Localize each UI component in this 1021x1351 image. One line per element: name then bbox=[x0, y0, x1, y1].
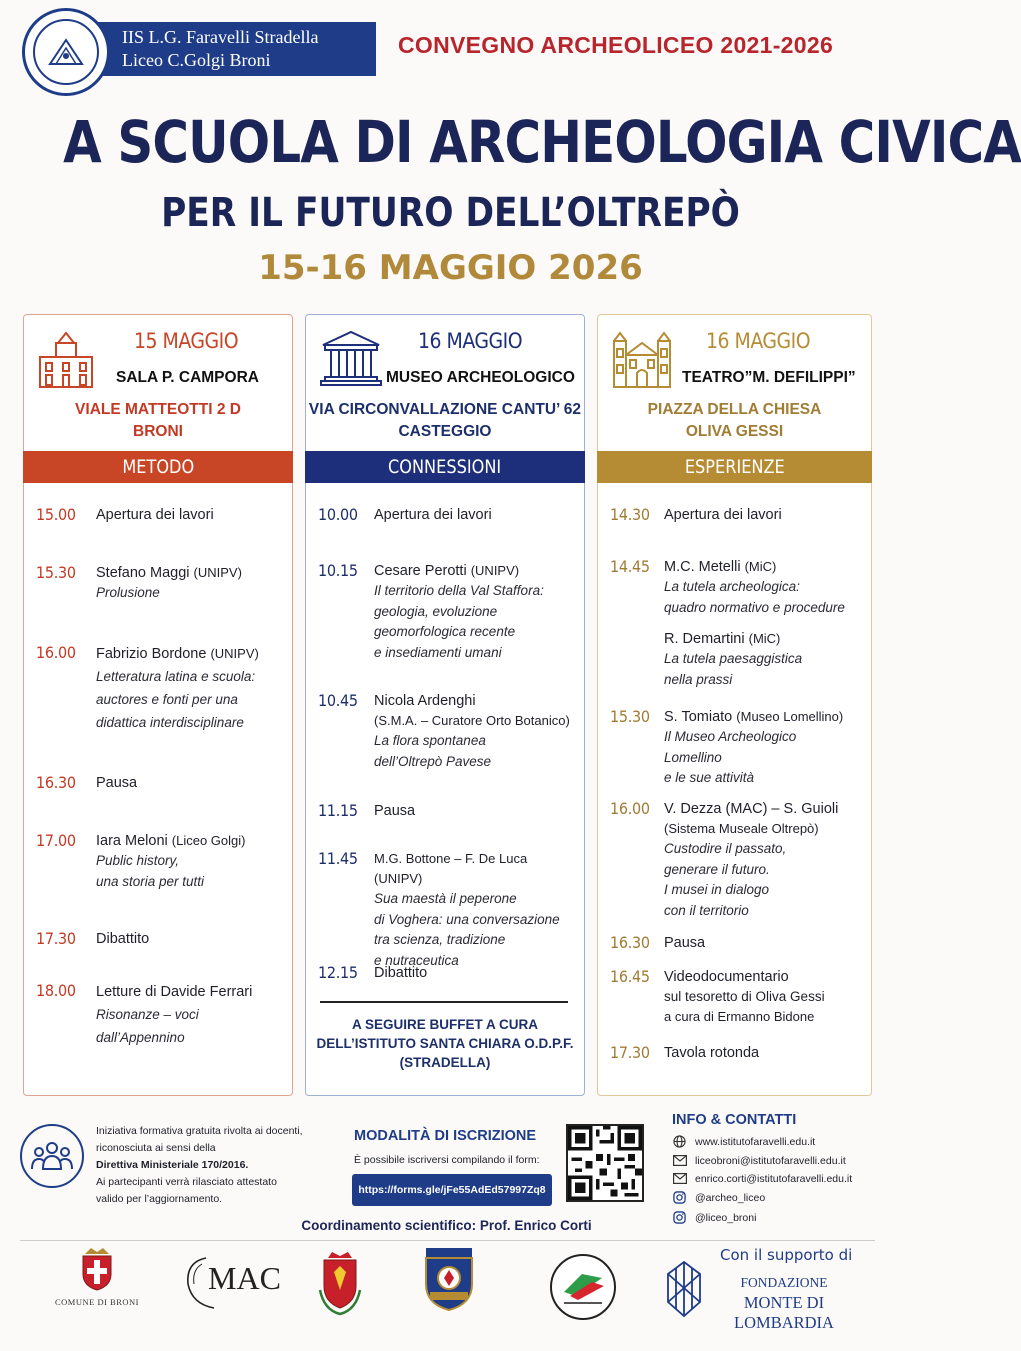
instagram-icon bbox=[672, 1190, 687, 1205]
fondazione-line-1: FONDAZIONE bbox=[740, 1275, 828, 1290]
column-date: 16 MAGGIO bbox=[418, 329, 523, 353]
contact-text[interactable]: liceobroni@istitutofaravelli.edu.it bbox=[695, 1154, 846, 1167]
contact-text[interactable]: @archeo_liceo bbox=[695, 1191, 766, 1204]
slot-description: Lomellino bbox=[664, 749, 722, 765]
logo-casteggio-crest bbox=[316, 1250, 364, 1316]
logo-mac-text: MAC bbox=[208, 1260, 281, 1296]
slot-description: auctores e fonti per una bbox=[96, 692, 238, 707]
slot-time: 11.45 bbox=[318, 849, 358, 868]
slot-description: Public history, bbox=[96, 853, 180, 868]
slot-description: generare il futuro. bbox=[664, 861, 770, 877]
mail-icon bbox=[672, 1171, 687, 1186]
slot-title: Apertura dei lavori bbox=[664, 507, 782, 523]
buffet-line: A SEGUIRE BUFFET A CURA bbox=[351, 1017, 538, 1032]
contact-website[interactable] bbox=[672, 1134, 815, 1149]
column-date: 15 MAGGIO bbox=[134, 329, 239, 353]
slot-title: Tavola rotonda bbox=[664, 1045, 760, 1061]
globe-icon bbox=[672, 1134, 687, 1149]
slot-description: Prolusione bbox=[96, 585, 160, 600]
slot-time: 16.30 bbox=[610, 933, 650, 952]
museum-icon bbox=[320, 329, 382, 387]
slot-description: La tutela paesaggistica bbox=[664, 651, 803, 666]
slot-time: 16.30 bbox=[36, 773, 76, 792]
mail-icon bbox=[672, 1153, 687, 1168]
slot-affiliation: (Sistema Museale Oltrepò) bbox=[664, 821, 819, 836]
slot-affiliation: (S.M.A. – Curatore Orto Botanico) bbox=[374, 713, 570, 728]
address-line-2: BRONI bbox=[133, 423, 183, 440]
initiative-line: valido per l’aggiornamento. bbox=[96, 1193, 223, 1205]
slot-description: Letteratura latina e scuola: bbox=[96, 669, 256, 684]
slot-title: Apertura dei lavori bbox=[374, 507, 492, 523]
slot-time: 18.00 bbox=[36, 981, 76, 1000]
initiative-note bbox=[96, 1123, 336, 1208]
slot-description: dell’Oltrepò Pavese bbox=[374, 753, 492, 769]
initiative-line: Direttiva Ministeriale 170/2016. bbox=[96, 1159, 249, 1171]
column-theme-bar bbox=[305, 451, 585, 483]
slot-description: e nutraceutica bbox=[374, 952, 459, 968]
slot-title: Nicola Ardenghi bbox=[374, 693, 476, 709]
contact-email[interactable] bbox=[672, 1171, 852, 1186]
town-hall-icon bbox=[36, 329, 96, 391]
info-contacts-title: INFO & CONTATTI bbox=[672, 1112, 797, 1128]
slot-time: 14.45 bbox=[610, 557, 650, 576]
address-line-1: VIA CIRCONVALLAZIONE CANTU’ 62 bbox=[308, 401, 582, 418]
slot-description: e insediamenti umani bbox=[374, 644, 502, 660]
slot-description: nella prassi bbox=[664, 671, 733, 687]
slot-title: M.G. Bottone – F. De Luca bbox=[374, 851, 528, 866]
slot-title: M.C. Metelli bbox=[664, 559, 741, 575]
slot-title: Dibattito bbox=[96, 931, 150, 947]
slot-description: Risonanze – voci bbox=[96, 1007, 199, 1022]
slot-time: 15.30 bbox=[610, 707, 650, 726]
people-group-icon bbox=[20, 1124, 84, 1188]
slot-affiliation: (Museo Lomellino) bbox=[736, 709, 844, 724]
slot-description: geomorfologica recente bbox=[374, 624, 516, 639]
slot-time: 17.30 bbox=[610, 1043, 650, 1062]
slot-title: Pausa bbox=[96, 775, 138, 791]
slot-title: Cesare Perotti bbox=[374, 563, 467, 579]
slot-time: 11.15 bbox=[318, 801, 358, 820]
slot-affiliation: (UNIPV) bbox=[210, 646, 259, 661]
slot-affiliation: (MiC) bbox=[748, 631, 781, 646]
slot-description: didattica interdisciplinare bbox=[96, 715, 244, 730]
slot-title: V. Dezza (MAC) – S. Guioli bbox=[664, 801, 839, 817]
slot-time: 10.15 bbox=[318, 561, 358, 580]
seal-emblem-icon bbox=[44, 34, 88, 70]
scientific-coordination: Coordinamento scientifico: Prof. Enrico Corti bbox=[301, 1218, 592, 1233]
column-venue: SALA P. CAMPORA bbox=[116, 369, 259, 386]
slot-description: e le sue attività bbox=[664, 770, 755, 785]
slot-title: Stefano Maggi bbox=[96, 565, 190, 581]
registration-qr-code[interactable] bbox=[566, 1124, 644, 1202]
slot-description: una storia per tutti bbox=[96, 873, 205, 889]
slot-time: 17.00 bbox=[36, 831, 76, 850]
column-theme-bar bbox=[23, 451, 293, 483]
slot-description: dall’Appennino bbox=[96, 1030, 185, 1045]
slot-time: 15.00 bbox=[36, 505, 76, 524]
slot-description: Il territorio della Val Staffora: bbox=[374, 583, 544, 598]
initiative-line: Ai partecipanti verrà rilasciato attestato bbox=[96, 1176, 277, 1188]
buffet-note bbox=[306, 1015, 584, 1072]
registration-title: MODALITÀ DI ISCRIZIONE bbox=[354, 1128, 537, 1144]
school-badge bbox=[22, 8, 376, 88]
slot-time: 12.15 bbox=[318, 963, 358, 982]
column-theme: ESPERIENZE bbox=[684, 456, 785, 478]
school-name-line1: IIS L.G. Faravelli Stradella bbox=[122, 27, 319, 47]
program-column-metodo bbox=[23, 314, 293, 1096]
column-address bbox=[24, 399, 292, 443]
slot-description: Il Museo Archeologico bbox=[664, 729, 797, 744]
slot-time: 14.30 bbox=[610, 505, 650, 524]
slot-time: 10.00 bbox=[318, 505, 358, 524]
theatre-icon bbox=[610, 329, 674, 391]
support-label: Con il supporto di bbox=[720, 1246, 853, 1264]
sub-title: PER IL FUTURO DELL’OLTREPÒ bbox=[161, 190, 740, 236]
slot-title: Letture di Davide Ferrari bbox=[96, 984, 253, 1000]
address-line-2: CASTEGGIO bbox=[398, 423, 492, 440]
logo-broni-text: COMUNE DI BRONI bbox=[55, 1297, 139, 1307]
column-venue: MUSEO ARCHEOLOGICO bbox=[386, 369, 575, 386]
address-line-1: VIALE MATTEOTTI 2 D bbox=[75, 401, 241, 418]
slot-description: sul tesoretto di Oliva Gessi bbox=[664, 989, 825, 1004]
column-date: 16 MAGGIO bbox=[706, 329, 811, 353]
main-title: A SCUOLA DI ARCHEOLOGIA CIVICA bbox=[63, 108, 1021, 176]
slot-title: R. Demartini bbox=[664, 631, 745, 647]
slot-description: quadro normativo e procedure bbox=[664, 599, 845, 615]
column-theme: CONNESSIONI bbox=[388, 456, 502, 478]
slot-affiliation: (UNIPV) bbox=[470, 563, 520, 578]
logo-comune-broni bbox=[52, 1246, 142, 1316]
logo-fondazione-circle bbox=[548, 1252, 622, 1322]
contact-instagram[interactable] bbox=[672, 1190, 765, 1205]
column-theme: METODO bbox=[122, 456, 194, 478]
slot-description: a cura di Ermanno Bidone bbox=[664, 1009, 815, 1024]
initiative-line: riconosciuta ai sensi della bbox=[96, 1142, 216, 1154]
slot-affiliation: (UNIPV) bbox=[193, 565, 242, 580]
slot-title: Pausa bbox=[664, 935, 706, 951]
slot-title: Apertura dei lavori bbox=[96, 507, 214, 523]
program-column-connessioni bbox=[305, 314, 585, 1096]
slot-description: La tutela archeologica: bbox=[664, 579, 800, 594]
fondazione-line-2: MONTE DI LOMBARDIA bbox=[734, 1293, 834, 1332]
slot-time: 16.00 bbox=[36, 643, 76, 662]
slot-title: Pausa bbox=[374, 803, 416, 819]
address-line-2: OLIVA GESSI bbox=[685, 423, 784, 440]
diamond-crystal-icon bbox=[664, 1260, 708, 1320]
registration-form-link[interactable]: https://forms.gle/jFe55AdEd57997Zq8 bbox=[352, 1174, 552, 1206]
slot-title: Iara Meloni bbox=[96, 833, 168, 849]
contact-text[interactable]: www.istitutofaravelli.edu.it bbox=[695, 1135, 816, 1148]
slot-affiliation: (MiC) bbox=[744, 559, 777, 574]
registration-text: È possibile iscriversi compilando il form: bbox=[354, 1154, 540, 1166]
slot-description: con il territorio bbox=[664, 902, 749, 918]
slot-affiliation: (Liceo Golgi) bbox=[171, 833, 246, 848]
school-name-line2: Liceo C.Golgi Broni bbox=[122, 50, 271, 70]
footer-divider bbox=[20, 1240, 875, 1241]
event-dates: 15-16 MAGGIO 2026 bbox=[258, 248, 643, 288]
slot-time: 17.30 bbox=[36, 929, 76, 948]
buffet-divider bbox=[320, 1001, 568, 1003]
school-seal-logo bbox=[22, 8, 110, 96]
column-venue: TEATRO”M. DEFILIPPI” bbox=[682, 369, 856, 386]
school-name-bar bbox=[92, 22, 376, 76]
logo-mac bbox=[182, 1252, 286, 1312]
fondazione-monte-lombardia bbox=[704, 1273, 864, 1333]
contact-text[interactable]: enrico.corti@istitutofaravelli.edu.it bbox=[695, 1172, 853, 1185]
column-address bbox=[598, 399, 871, 443]
address-line-1: PIAZZA DELLA CHIESA bbox=[647, 401, 822, 418]
slot-description: di Voghera: una conversazione bbox=[374, 911, 560, 927]
slot-time: 15.30 bbox=[36, 563, 76, 582]
slot-description: I musei in dialogo bbox=[664, 882, 770, 897]
column-theme-bar bbox=[597, 451, 872, 483]
logo-academy-shield bbox=[420, 1248, 478, 1312]
program-column-esperienze bbox=[597, 314, 872, 1096]
broni-crest-icon bbox=[77, 1246, 117, 1292]
slot-description: Sua maestà il peperone bbox=[374, 891, 517, 906]
slot-title: Videodocumentario bbox=[664, 969, 789, 985]
slot-affiliation: (UNIPV) bbox=[374, 871, 423, 886]
slot-description: geologia, evoluzione bbox=[374, 603, 498, 619]
slot-title: Fabrizio Bordone bbox=[96, 646, 207, 662]
slot-description: La flora spontanea bbox=[374, 733, 486, 748]
contact-text[interactable]: @liceo_broni bbox=[695, 1211, 757, 1224]
slot-time: 16.45 bbox=[610, 967, 650, 986]
slot-title: Dibattito bbox=[374, 965, 428, 981]
slot-description: Custodire il passato, bbox=[664, 841, 787, 856]
buffet-line: (STRADELLA) bbox=[399, 1055, 491, 1070]
convegno-label: CONVEGNO ARCHEOLICEO 2021-2026 bbox=[398, 32, 834, 58]
slot-time: 10.45 bbox=[318, 691, 358, 710]
column-address bbox=[306, 399, 584, 443]
buffet-line: DELL’ISTITUTO SANTA CHIARA O.D.P.F. bbox=[316, 1036, 574, 1051]
slot-description: tra scienza, tradizione bbox=[374, 932, 506, 947]
slot-title: S. Tomiato bbox=[664, 709, 733, 725]
slot-time: 16.00 bbox=[610, 799, 650, 818]
initiative-line: Iniziativa formativa gratuita rivolta ai docenti, bbox=[96, 1125, 303, 1137]
contact-email[interactable] bbox=[672, 1153, 846, 1168]
